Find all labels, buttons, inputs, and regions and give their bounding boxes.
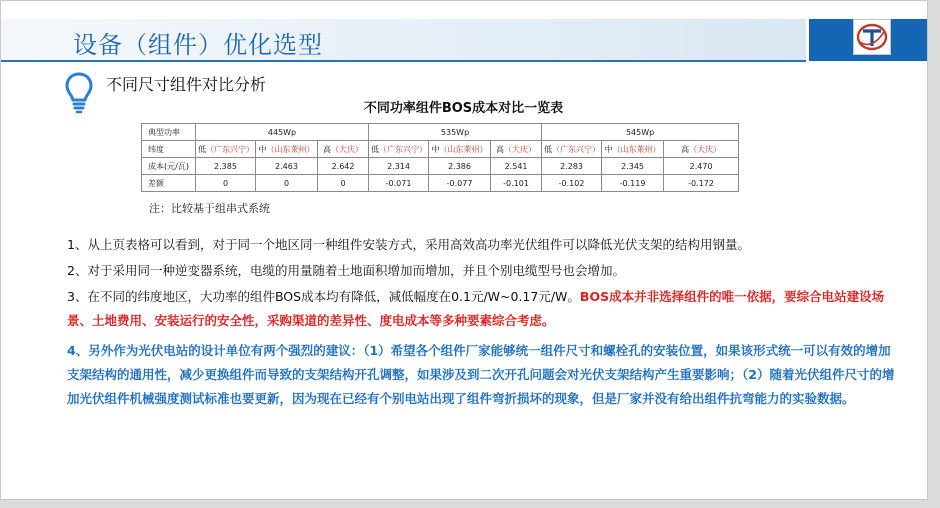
lat-level: 高: [681, 144, 690, 154]
cost-cell: 2.642: [318, 158, 369, 175]
page-title: 设备（组件）优化选型: [73, 31, 323, 59]
cost-cell: 2.463: [256, 158, 318, 175]
lat-level: 高: [323, 144, 332, 154]
latitude-cell: [318, 141, 369, 158]
table-head-cost: 成本(元/瓦): [142, 158, 196, 175]
table-title: 不同功率组件BOS成本对比一览表: [363, 101, 564, 116]
lat-place: （广东兴宁）: [206, 144, 254, 154]
paragraph-3: [67, 285, 897, 333]
diff-cell: 0: [318, 175, 369, 192]
paragraph-4: 4、另外作为光伏电站的设计单位有两个强烈的建议：（1）希望各个组件厂家能够统一组件尺寸和螺栓孔的安装位置，如果该形式统一可以有效的增加支架结构的通用性，减少更换组件而导致的支架结构开孔调整，如果涉及到二次开孔问题会对光伏支架结构产生重要影响；（2）随着光伏组件尺寸的增加光伏组件机械强度测试标准也要更新，因为现在已经有个别电站出现了组件弯折损坏的现象，但是厂家并没有给出组件抗弯能力的实验数据。: [67, 343, 895, 406]
power-cell: 545Wp: [542, 124, 739, 141]
lat-place: （大庆）: [331, 144, 364, 154]
diff-cell: -0.102: [542, 175, 602, 192]
power-cell: 535Wp: [369, 124, 542, 141]
latitude-cell: [196, 141, 256, 158]
diff-cell: -0.077: [429, 175, 491, 192]
paragraph-3-text: 3、在不同的纬度地区，大功率的组件BOS成本均有降低，减低幅度在0.1元/W~0.17元/W。: [67, 289, 580, 304]
cost-cell: 2.314: [369, 158, 429, 175]
section-subtitle: 不同尺寸组件对比分析: [106, 75, 267, 94]
lat-place: （大庆）: [689, 144, 722, 154]
cost-cell: 2.386: [429, 158, 491, 175]
paragraph-1: 1、从上页表格可以看到，对于同一个地区同一种组件安装方式，采用高效高功率光伏组件可以降低光伏支架的结构用钢量。: [67, 237, 750, 252]
lat-place: （广东兴宁）: [552, 144, 601, 154]
lat-place: （山东莱州）: [439, 144, 488, 154]
latitude-cell: [602, 141, 664, 158]
bos-cost-table: [141, 123, 739, 192]
diff-cell: -0.101: [491, 175, 542, 192]
power-cell: 445Wp: [196, 124, 369, 141]
diff-cell: 0: [256, 175, 318, 192]
table-head-diff: 差额: [142, 175, 196, 192]
paragraph-3-highlight: BOS成本并非选择组件的唯一依据，要综合电站建设场景、土地费用、安装运行的安全性，采购渠道的差异性、度电成本等多种要素综合考虑。: [67, 289, 885, 328]
paragraph-2: 2、对于采用同一种逆变器系统，电缆的用量随着土地面积增加而增加，并且个别电缆型号也会增加。: [67, 263, 625, 278]
diff-cell: -0.071: [369, 175, 429, 192]
lat-level: 中: [431, 144, 440, 154]
table-head-power: 典型功率: [142, 124, 196, 141]
lat-place: （大庆）: [504, 144, 537, 154]
lat-place: （山东莱州）: [266, 144, 315, 154]
lat-level: 中: [258, 144, 267, 154]
lat-level: 低: [371, 144, 380, 154]
lat-level: 中: [604, 144, 613, 154]
cost-cell: 2.470: [664, 158, 739, 175]
cost-cell: 2.283: [542, 158, 602, 175]
cost-cell: 2.541: [491, 158, 542, 175]
title-rule: [1, 60, 806, 62]
diff-cell: -0.172: [664, 175, 739, 192]
latitude-cell: [542, 141, 602, 158]
lat-level: 高: [496, 144, 505, 154]
latitude-cell: [491, 141, 542, 158]
cost-cell: 2.345: [602, 158, 664, 175]
diff-cell: -0.119: [602, 175, 664, 192]
table-note: 注：比较基于组串式系统: [149, 202, 270, 215]
table-row-cost: [142, 158, 739, 175]
lat-place: （广东兴宁）: [379, 144, 428, 154]
latitude-cell: [369, 141, 429, 158]
latitude-cell: [429, 141, 491, 158]
table-row-latitude: [142, 141, 739, 158]
table-head-latitude: 纬度: [142, 141, 196, 158]
table-row-diff: [142, 175, 739, 192]
latitude-cell: [664, 141, 739, 158]
lat-place: （山东莱州）: [612, 144, 661, 154]
company-logo: [853, 19, 891, 55]
latitude-cell: [256, 141, 318, 158]
lightbulb-icon: [64, 72, 94, 114]
diff-cell: 0: [196, 175, 256, 192]
cost-cell: 2.385: [196, 158, 256, 175]
table-row-power: [142, 124, 739, 141]
lat-level: 低: [198, 144, 206, 154]
lat-level: 低: [544, 144, 553, 154]
